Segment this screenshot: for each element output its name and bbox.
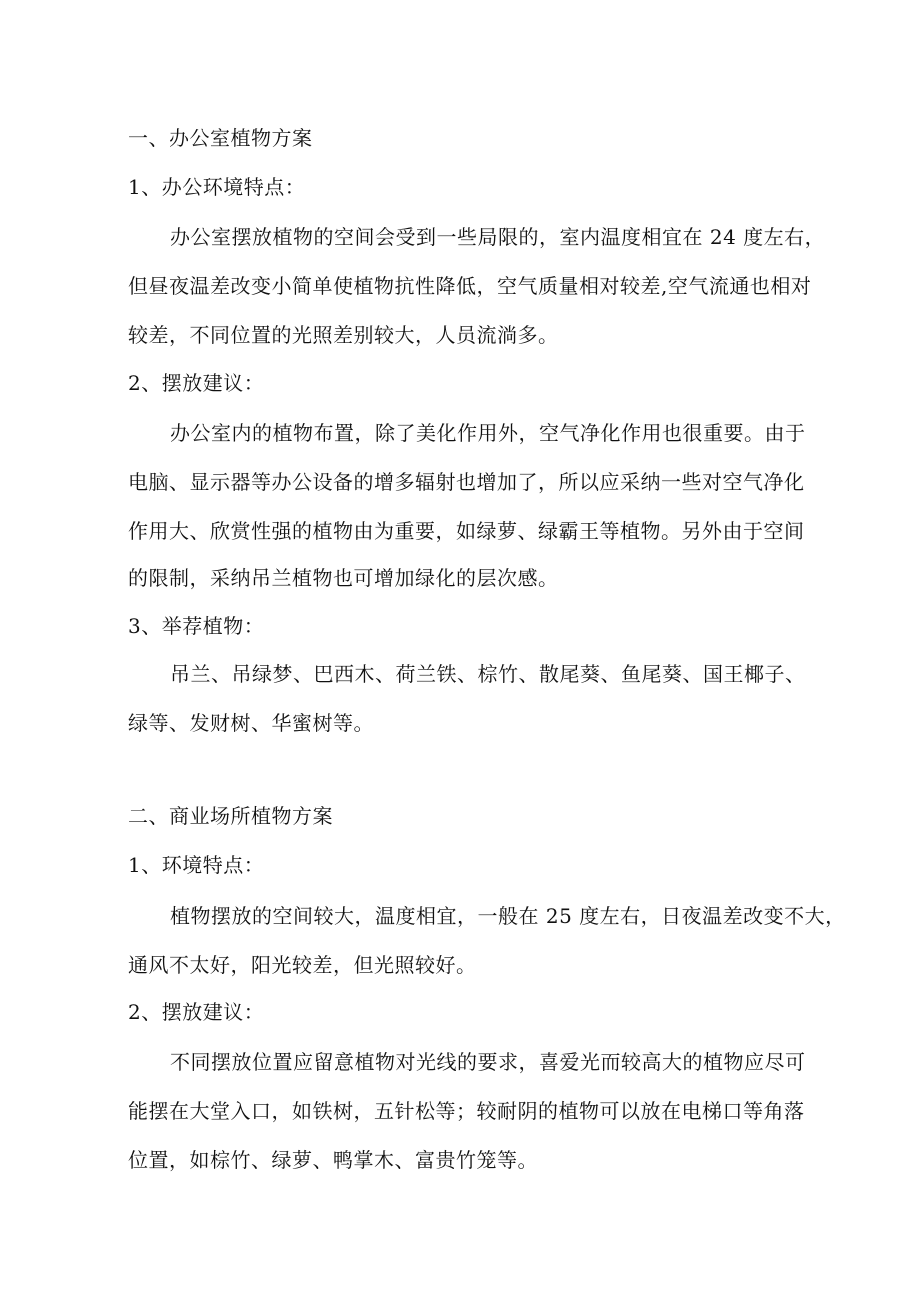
section1-item2-heading: 2、摆放建议： [128, 371, 265, 395]
section1-title: 一、办公室植物方案 [128, 126, 313, 150]
section1-item3-line-2: 绿等、发财树、华蜜树等。 [128, 711, 374, 735]
section1-item2-line-3: 作用大、欣赏性强的植物由为重要，如绿萝、绿霸王等植物。另外由于空间 [128, 519, 805, 543]
section1-item3-line-1: 吊兰、吊绿梦、巴西木、荷兰铁、棕竹、散尾葵、鱼尾葵、国王椰子、 [170, 662, 806, 686]
section1-item1-heading: 1、办公环境特点： [128, 175, 306, 199]
section2-item1-line-1: 植物摆放的空间较大，温度相宜，一般在 25 度左右，日夜温差改变不大， [170, 904, 846, 928]
section2-item2-line-3: 位置，如棕竹、绿萝、鸭掌木、富贵竹笼等。 [128, 1148, 538, 1172]
section2-item1-line-2: 通风不太好，阳光较差，但光照较好。 [128, 953, 477, 977]
section1-item2-line-4: 的限制，采纳吊兰植物也可增加绿化的层次感。 [128, 566, 559, 590]
section1-item1-line-2: 但昼夜温差改变小简单使植物抗性降低，空气质量相对较差,空气流通也相对 [128, 274, 812, 298]
section2-item2-heading: 2、摆放建议： [128, 1000, 265, 1024]
section1-item3-heading: 3、举荐植物： [128, 614, 265, 638]
section2-title: 二、商业场所植物方案 [128, 804, 333, 828]
section2-item2-line-1: 不同摆放位置应留意植物对光线的要求，喜爱光而较高大的植物应尽可 [170, 1050, 806, 1074]
section1-item2-line-1: 办公室内的植物布置，除了美化作用外，空气净化作用也很重要。由于 [170, 421, 806, 445]
section1-item2-line-2: 电脑、显示器等办公设备的增多辐射也增加了，所以应采纳一些对空气净化 [128, 470, 805, 494]
section1-item1-line-1: 办公室摆放植物的空间会受到一些局限的，室内温度相宜在 24 度左右， [170, 225, 826, 249]
section1-item1-line-3: 较差，不同位置的光照差别较大，人员流淌多。 [128, 323, 559, 347]
section2-item1-heading: 1、环境特点： [128, 853, 265, 877]
section2-item2-line-2: 能摆在大堂入口，如铁树，五针松等；较耐阴的植物可以放在电梯口等角落 [128, 1099, 805, 1123]
